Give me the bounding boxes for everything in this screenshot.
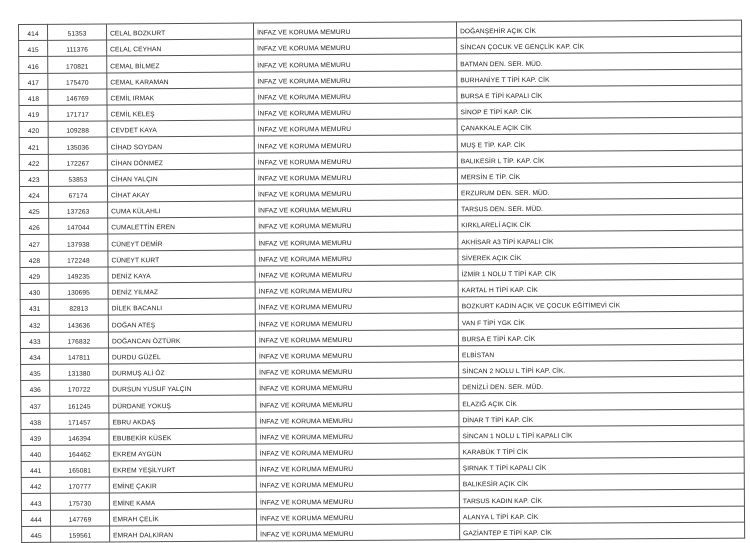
registry-number-cell: 170777 bbox=[50, 477, 109, 494]
full-name-cell: DOĞAN ATEŞ bbox=[108, 314, 255, 331]
registry-number-cell: 170722 bbox=[50, 380, 109, 397]
row-number-cell: 415 bbox=[19, 41, 48, 57]
job-title-cell: İNFAZ VE KORUMA MEMURU bbox=[256, 427, 459, 444]
assigned-unit-cell: ELAZIĞ AÇIK CİK bbox=[459, 392, 744, 410]
row-number-cell: 434 bbox=[20, 348, 49, 364]
registry-number-cell: 51353 bbox=[48, 24, 107, 41]
full-name-cell: DÜRDANE YOKUŞ bbox=[109, 395, 256, 412]
registry-number-cell: 149235 bbox=[49, 267, 108, 284]
row-number-cell: 430 bbox=[20, 283, 49, 299]
assigned-unit-cell: BURSA E TİPİ KAP. CİK bbox=[458, 328, 743, 346]
job-title-cell: İNFAZ VE KORUMA MEMURU bbox=[255, 313, 458, 330]
assigned-unit-cell: MUŞ E TİP. KAP. CİK bbox=[457, 133, 742, 151]
row-number-cell: 436 bbox=[21, 380, 50, 396]
job-title-cell: İNFAZ VE KORUMA MEMURU bbox=[256, 410, 459, 427]
assigned-unit-cell: TARSUS DEN. SER. MÜD. bbox=[458, 198, 743, 216]
registry-number-cell: 172267 bbox=[48, 153, 107, 170]
registry-number-cell: 82813 bbox=[49, 299, 108, 316]
registry-number-cell: 159561 bbox=[51, 526, 110, 543]
row-number-cell: 425 bbox=[20, 202, 49, 218]
full-name-cell: DİLEK BACANLI bbox=[108, 298, 255, 315]
row-number-cell: 445 bbox=[22, 526, 51, 542]
assigned-unit-cell: GAZİANTEP E TİPİ KAP. CİK bbox=[460, 522, 745, 540]
job-title-cell: İNFAZ VE KORUMA MEMURU bbox=[253, 22, 456, 39]
assigned-unit-cell: BURHANİYE T TİPİ KAP. CİK bbox=[457, 69, 742, 87]
full-name-cell: CUMA KÜLAHLI bbox=[108, 201, 255, 218]
job-title-cell: İNFAZ VE KORUMA MEMURU bbox=[255, 346, 458, 363]
full-name-cell: CEMAL KARAMAN bbox=[107, 72, 254, 89]
row-number-cell: 428 bbox=[20, 251, 49, 267]
assigned-unit-cell: SİNOP E TİPİ KAP. CİK bbox=[457, 101, 742, 119]
assigned-unit-cell: ŞIRNAK T TİPİ KAPALI CİK bbox=[459, 457, 744, 475]
job-title-cell: İNFAZ VE KORUMA MEMURU bbox=[254, 135, 457, 152]
job-title-cell: İNFAZ VE KORUMA MEMURU bbox=[256, 491, 459, 508]
full-name-cell: DENİZ YILMAZ bbox=[108, 282, 255, 299]
row-number-cell: 416 bbox=[19, 57, 48, 73]
full-name-cell: EMİNE KAMA bbox=[109, 492, 256, 509]
assigned-unit-cell: İZMİR 1 NOLU T TİPİ KAP. CİK bbox=[458, 263, 743, 281]
full-name-cell: CİHAN YALÇIN bbox=[107, 169, 254, 186]
full-name-cell: CÜNEYT DEMİR bbox=[108, 233, 255, 250]
assigned-unit-cell: AKHİSAR A3 TİPİ KAPALI CİK bbox=[458, 231, 743, 249]
row-number-cell: 414 bbox=[19, 24, 48, 40]
full-name-cell: CELAL CEYHAN bbox=[107, 39, 254, 56]
full-name-cell: CİHAN DÖNMEZ bbox=[107, 153, 254, 170]
job-title-cell: İNFAZ VE KORUMA MEMURU bbox=[256, 394, 459, 411]
registry-number-cell: 147811 bbox=[49, 348, 108, 365]
registry-number-cell: 175470 bbox=[48, 73, 107, 90]
full-name-cell: DENİZ KAYA bbox=[108, 266, 255, 283]
registry-number-cell: 137938 bbox=[49, 234, 108, 251]
job-title-cell: İNFAZ VE KORUMA MEMURU bbox=[254, 38, 457, 55]
full-name-cell: CELAL BOZKURT bbox=[107, 23, 254, 40]
row-number-cell: 433 bbox=[20, 332, 49, 348]
registry-number-cell: 53853 bbox=[48, 170, 107, 187]
full-name-cell: EKREM YEŞİLYURT bbox=[109, 460, 256, 477]
registry-number-cell: 147769 bbox=[50, 510, 109, 527]
assigned-unit-cell: SİVEREK AÇIK CİK bbox=[458, 247, 743, 265]
assigned-unit-cell: SİNCAN 2 NOLU L TİPİ KAP. CİK. bbox=[459, 360, 744, 378]
assigned-unit-cell: DENİZLİ DEN. SER. MÜD. bbox=[459, 376, 744, 394]
full-name-cell: DOĞANCAN ÖZTÜRK bbox=[108, 331, 255, 348]
assigned-unit-cell: BALIKESİR L TİP. KAP. CİK bbox=[457, 150, 742, 168]
job-title-cell: İNFAZ VE KORUMA MEMURU bbox=[255, 248, 458, 265]
job-title-cell: İNFAZ VE KORUMA MEMURU bbox=[254, 87, 457, 104]
row-number-cell: 431 bbox=[20, 300, 49, 316]
job-title-cell: İNFAZ VE KORUMA MEMURU bbox=[255, 216, 458, 233]
full-name-cell: EMRAH DALKIRAN bbox=[110, 525, 257, 542]
job-title-cell: İNFAZ VE KORUMA MEMURU bbox=[255, 297, 458, 314]
full-name-cell: CİHAD SOYDAN bbox=[107, 136, 254, 153]
job-title-cell: İNFAZ VE KORUMA MEMURU bbox=[256, 507, 459, 524]
full-name-cell: EMİNE ÇAKIR bbox=[109, 476, 256, 493]
assigned-unit-cell: ÇANAKKALE AÇIK CİK bbox=[457, 117, 742, 135]
registry-number-cell: 135036 bbox=[48, 137, 107, 154]
scanned-document-sheet bbox=[18, 20, 745, 540]
assigned-unit-cell: BALIKESİR AÇIK CİK bbox=[459, 473, 744, 491]
row-number-cell: 438 bbox=[21, 413, 50, 429]
registry-number-cell: 164462 bbox=[50, 445, 109, 462]
job-title-cell: İNFAZ VE KORUMA MEMURU bbox=[255, 232, 458, 249]
row-number-cell: 426 bbox=[20, 219, 49, 235]
assigned-unit-cell: BURSA E TİPİ KAPALI CİK bbox=[457, 85, 742, 103]
assigned-unit-cell: VAN F TİPİ YGK CİK bbox=[458, 311, 743, 329]
row-number-cell: 439 bbox=[21, 429, 50, 445]
row-number-cell: 440 bbox=[21, 445, 50, 461]
job-title-cell: İNFAZ VE KORUMA MEMURU bbox=[257, 524, 460, 541]
full-name-cell: DURDU GÜZEL bbox=[108, 347, 255, 364]
registry-number-cell: 175730 bbox=[50, 493, 109, 510]
row-number-cell: 421 bbox=[19, 138, 48, 154]
registry-number-cell: 147044 bbox=[49, 218, 108, 235]
job-title-cell: İNFAZ VE KORUMA MEMURU bbox=[255, 281, 458, 298]
job-title-cell: İNFAZ VE KORUMA MEMURU bbox=[254, 54, 457, 71]
row-number-cell: 437 bbox=[21, 397, 50, 413]
row-number-cell: 429 bbox=[20, 267, 49, 283]
job-title-cell: İNFAZ VE KORUMA MEMURU bbox=[254, 151, 457, 168]
full-name-cell: DURSUN YUSUF YALÇIN bbox=[109, 379, 256, 396]
row-number-cell: 420 bbox=[19, 121, 48, 137]
row-number-cell: 432 bbox=[20, 316, 49, 332]
full-name-cell: EMRAH ÇELİK bbox=[109, 509, 256, 526]
job-title-cell: İNFAZ VE KORUMA MEMURU bbox=[256, 378, 459, 395]
job-title-cell: İNFAZ VE KORUMA MEMURU bbox=[256, 459, 459, 476]
job-title-cell: İNFAZ VE KORUMA MEMURU bbox=[254, 119, 457, 136]
row-number-cell: 422 bbox=[19, 154, 48, 170]
assigned-unit-cell: TARSUS KADIN KAP. CİK bbox=[459, 490, 744, 508]
row-number-cell: 427 bbox=[20, 235, 49, 251]
row-number-cell: 419 bbox=[19, 105, 48, 121]
job-title-cell: İNFAZ VE KORUMA MEMURU bbox=[254, 168, 457, 185]
full-name-cell: CEVDET KAYA bbox=[107, 120, 254, 137]
registry-number-cell: 130695 bbox=[49, 283, 108, 300]
registry-number-cell: 172248 bbox=[49, 251, 108, 268]
full-name-cell: CUMALETTİN EREN bbox=[108, 217, 255, 234]
assigned-unit-cell: SİNCAN ÇOCUK VE GENÇLİK KAP. CİK bbox=[457, 36, 742, 54]
assigned-unit-cell: KARTAL H TİPİ KAP. CİK bbox=[458, 279, 743, 297]
row-number-cell: 443 bbox=[21, 494, 50, 510]
personnel-table-body bbox=[19, 20, 745, 542]
registry-number-cell: 146769 bbox=[48, 89, 107, 106]
registry-number-cell: 161245 bbox=[50, 396, 109, 413]
full-name-cell: DURMUŞ ALİ ÖZ bbox=[109, 363, 256, 380]
full-name-cell: EBRU AKDAŞ bbox=[109, 412, 256, 429]
assigned-unit-cell: BOZKURT KADIN AÇIK VE ÇOCUK EĞİTİMEVİ CİK bbox=[458, 295, 743, 313]
assigned-unit-cell: KIRKLARELİ AÇIK CİK bbox=[458, 214, 743, 232]
row-number-cell: 442 bbox=[21, 478, 50, 494]
full-name-cell: CEMİL IRMAK bbox=[107, 88, 254, 105]
assigned-unit-cell: DİNAR T TİPİ KAP. CİK bbox=[459, 409, 744, 427]
full-name-cell: CİHAT AKAY bbox=[107, 185, 254, 202]
row-number-cell: 444 bbox=[21, 510, 50, 526]
registry-number-cell: 170821 bbox=[48, 56, 107, 73]
row-number-cell: 424 bbox=[19, 186, 48, 202]
job-title-cell: İNFAZ VE KORUMA MEMURU bbox=[255, 329, 458, 346]
row-number-cell: 417 bbox=[19, 73, 48, 89]
registry-number-cell: 146394 bbox=[50, 429, 109, 446]
assigned-unit-cell: BATMAN DEN. SER. MÜD. bbox=[457, 52, 742, 70]
full-name-cell: CEMİL KELEŞ bbox=[107, 104, 254, 121]
job-title-cell: İNFAZ VE KORUMA MEMURU bbox=[256, 362, 459, 379]
assigned-unit-cell: MERSİN E TİP. CİK bbox=[457, 166, 742, 184]
registry-number-cell: 137263 bbox=[49, 202, 108, 219]
assigned-unit-cell: ERZURUM DEN. SER. MÜD. bbox=[457, 182, 742, 200]
registry-number-cell: 131380 bbox=[50, 364, 109, 381]
registry-number-cell: 143636 bbox=[49, 315, 108, 332]
assigned-unit-cell: ALANYA L TİPİ KAP. CİK bbox=[459, 506, 744, 524]
registry-number-cell: 165081 bbox=[50, 461, 109, 478]
full-name-cell: EBUBEKİR KÜSEK bbox=[109, 428, 256, 445]
registry-number-cell: 176832 bbox=[49, 332, 108, 349]
personnel-table bbox=[18, 20, 745, 543]
row-number-cell: 423 bbox=[19, 170, 48, 186]
job-title-cell: İNFAZ VE KORUMA MEMURU bbox=[254, 184, 457, 201]
row-number-cell: 441 bbox=[21, 461, 50, 477]
full-name-cell: CÜNEYT KURT bbox=[108, 250, 255, 267]
job-title-cell: İNFAZ VE KORUMA MEMURU bbox=[255, 200, 458, 217]
job-title-cell: İNFAZ VE KORUMA MEMURU bbox=[254, 70, 457, 87]
assigned-unit-cell: KARABÜK T TİPİ CİK bbox=[459, 441, 744, 459]
assigned-unit-cell: DOĞANŞEHİR AÇIK CİK bbox=[456, 20, 741, 38]
registry-number-cell: 171457 bbox=[50, 412, 109, 429]
registry-number-cell: 109288 bbox=[48, 121, 107, 138]
job-title-cell: İNFAZ VE KORUMA MEMURU bbox=[255, 265, 458, 282]
registry-number-cell: 111376 bbox=[48, 40, 107, 57]
job-title-cell: İNFAZ VE KORUMA MEMURU bbox=[256, 475, 459, 492]
full-name-cell: EKREM AYGÜN bbox=[109, 444, 256, 461]
registry-number-cell: 67174 bbox=[48, 186, 107, 203]
registry-number-cell: 171717 bbox=[48, 105, 107, 122]
job-title-cell: İNFAZ VE KORUMA MEMURU bbox=[254, 103, 457, 120]
full-name-cell: CEMAL BİLMEZ bbox=[107, 55, 254, 72]
row-number-cell: 435 bbox=[21, 364, 50, 380]
row-number-cell: 418 bbox=[19, 89, 48, 105]
assigned-unit-cell: ELBİSTAN bbox=[458, 344, 743, 362]
job-title-cell: İNFAZ VE KORUMA MEMURU bbox=[256, 443, 459, 460]
assigned-unit-cell: SİNCAN 1 NOLU L TİPİ KAPALI CİK bbox=[459, 425, 744, 443]
